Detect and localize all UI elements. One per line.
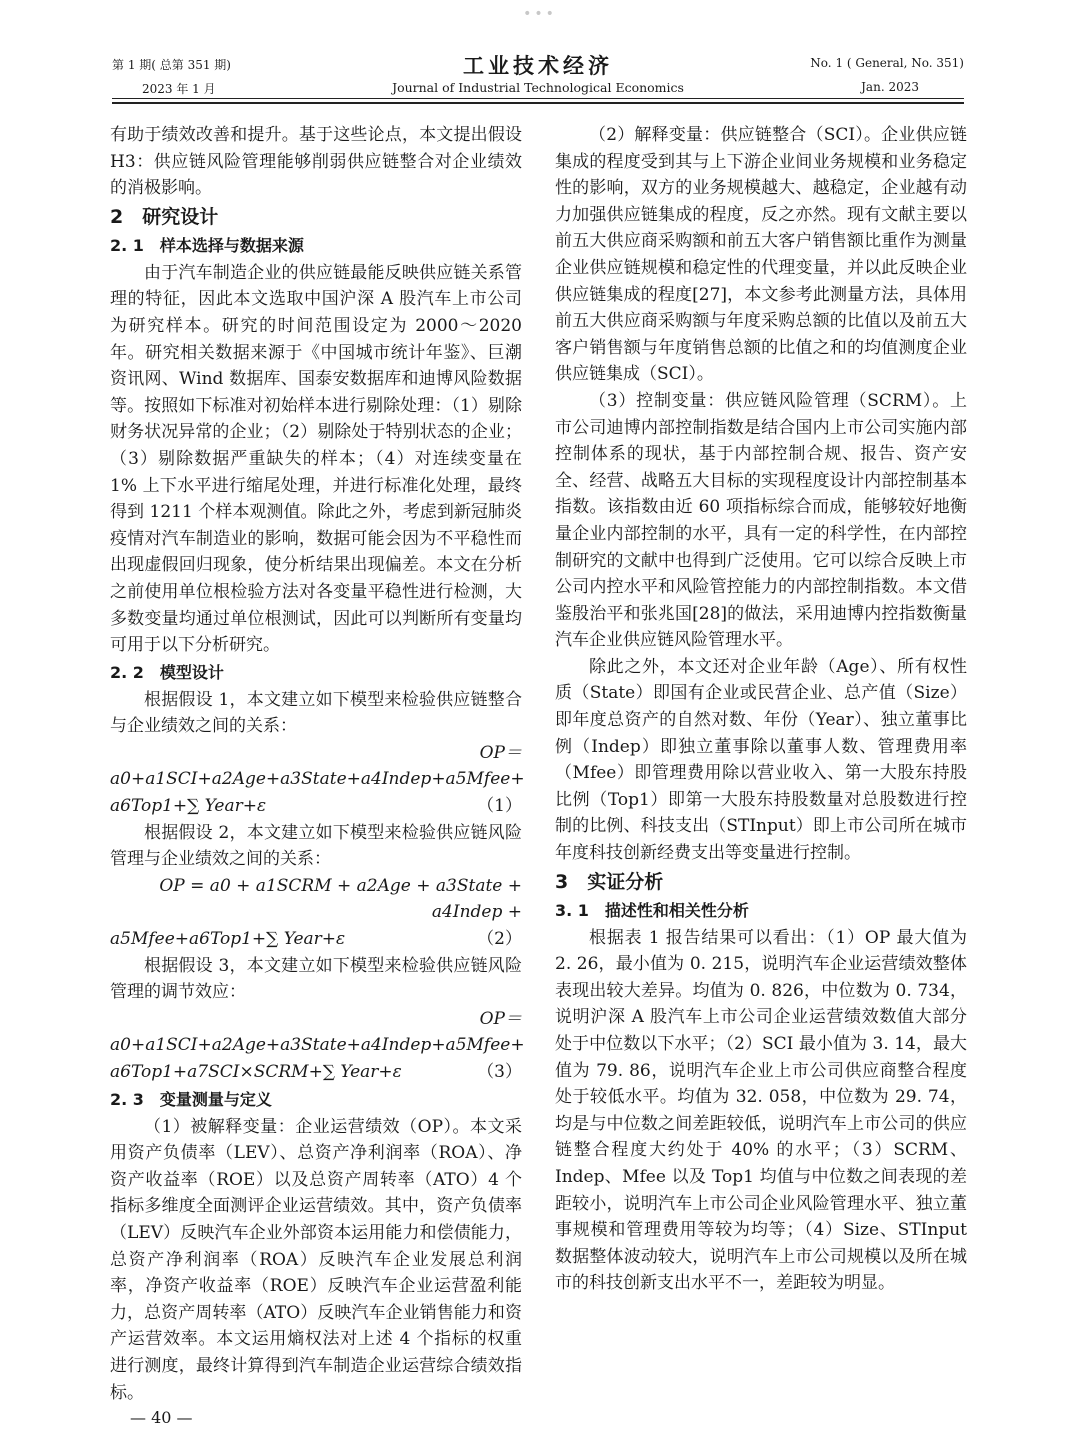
equation-3-number: （3）: [477, 1062, 522, 1082]
journal-title-cn: 工业技术经济: [463, 54, 613, 78]
paragraph-intro: 有助于绩效改善和提升。基于这些论点，本文提出假设 H3：供应链风险管理能够削弱供应链整合对企业绩效的消极影响。: [110, 125, 522, 199]
paragraph-model-1: 根据假设 1，本文建立如下模型来检验供应链整合与企业绩效之间的关系：: [110, 689, 523, 737]
page-number: — 40 —: [130, 1408, 193, 1427]
equation-2-tail: a5Mfee+a6Top1+∑ Year+ε: [110, 929, 346, 950]
equation-2-line-1: OP = a0 + a1SCRM + a2Age + a3State + a4Indep +: [159, 875, 522, 923]
paragraph-sample: 由于汽车制造企业的供应链最能反映供应链关系管理的特征，因此本文选取中国沪深 A 股汽车上市公司为研究样本。研究的时间范围设定为 2000～2020 年。研究相关数据来源于《中国城市统计年鉴》、巨潮资讯网、Wind 数据库、国泰安数据库和迪博风险数据等。按照如下标准对初始样本进行剔除处理：（1）剔除财务状况异常的企业；（2）剔除处于特别状态的企业；（3）剔除数据严重缺失的样本；（4）对连续变量在 1% 上下水平进行缩尾处理，并进行标准化处理，最终得到 1211 个样本观测值。除此之外，考虑到新冠肺炎疫情对汽车制造业的影响，数据可能会因为不平稳性而出现虚假回归现象，使分析结果出现偏差。本文在分析之前使用单位根检验方法对各变量平稳性进行检测，大多数变量均通过单位根测试，因此可以判断所有变量均可用于以下分析研究。: [110, 262, 522, 656]
equation-1-line-2: [110, 793, 522, 820]
issue-number: 第 1 期( 总第 351 期): [112, 58, 231, 72]
subsection-heading-sample: 2. 1 样本选择与数据来源: [110, 235, 304, 255]
paragraph-variable-sci: （2）解释变量：供应链整合（SCI）。企业供应链集成的程度受到其与上下游企业间业务规模和业务稳定性的影响，双方的业务规模越大、越稳定，企业越有动力加强供应链集成的程度，反之亦然。现有文献主要以前五大供应商采购额和前五大客户销售额比重作为测量企业供应链规模和稳定性的代理变量，并以此反映企业供应链集成的程度[27]，本文参考此测量方法，具体用前五大供应商采购额与年度采购总额的比值以及前五大客户销售额与年度销售总额的比值之和的均值测度企业供应链集成（SCI）。: [555, 125, 967, 385]
equation-2-number: （2）: [477, 929, 522, 950]
subsection-heading-model: 2. 2 模型设计: [110, 662, 224, 682]
paragraph-descriptive: 根据表 1 报告结果可以看出：（1）OP 最大值为 2. 26，最小值为 0. 215，说明汽车企业运营绩效整体表现出较大差异。均值为 0. 826，中位数为 0. 734，说明沪深 A 股汽车上市公司企业运营绩效数值大部分处于中位数以下水平；（2）SCI 最小值为 3. 14，最大值为 79. 86，说明汽车企业上市公司供应商整合程度处于较低水平。均值为 32. 058，中位数为 29. 74，均是与中位数之间差距较低，说明汽车上市公司的供应链整合程度大约处于 40% 的水平；（3）SCRM、Indep、Mfee 以及 Top1 均值与中位数之间表现的差距较小，说明汽车上市公司企业风险管理水平、独立董事规模和管理费用等较为均等；（4）Size、STInput 数据整体波动较大，说明汽车上市公司规模以及所在城市的科技创新支出水平不一，差距较为明显。: [555, 927, 967, 1294]
section-heading-research-design: 2 研究设计: [110, 205, 219, 228]
equation-1-line-1: OP＝a0+a1SCI+a2Age+a3State+a4Indep+a5Mfee+: [110, 742, 525, 790]
paragraph-variable-op: （1）被解释变量：企业运营绩效（OP）。本文采用资产负债率（LEV）、总资产净利润率（ROA）、净资产收益率（ROE）以及总资产周转率（ATO）4 个指标多维度全面测评企业运营绩效。其中，资产负债率（LEV）反映汽车企业外部资本运用能力和偿债能力，总资产净利润率（ROA）反映汽车企业发展总利润率，净资产收益率（ROE）反映汽车企业运营盈利能力，总资产周转率（ATO）反映汽车企业销售能力和资产运营效率。本文运用熵权法对上述 4 个指标的权重进行测度，最终计算得到汽车制造企业运营综合绩效指标。: [110, 1116, 522, 1403]
paragraph-model-2: 根据假设 2，本文建立如下模型来检验供应链风险管理与企业绩效之间的关系：: [110, 822, 523, 870]
equation-1-tail: a6Top1+∑ Year+ε: [110, 796, 267, 817]
section-heading-empirical: 3 实证分析: [555, 870, 664, 893]
issue-date-en: Jan. 2023: [861, 80, 919, 94]
journal-header: [112, 56, 964, 100]
subsection-heading-variables: 2. 3 变量测量与定义: [110, 1089, 272, 1109]
right-column: [555, 122, 967, 1297]
left-column: [110, 122, 525, 1406]
paragraph-model-3: 根据假设 3，本文建立如下模型来检验供应链风险管理的调节效应：: [110, 955, 523, 1003]
issue-number-en: No. 1 ( General, No. 351): [810, 56, 964, 70]
equation-3-line-1: OP＝a0+a1SCI+a2Age+a3State+a4Indep+a5Mfee+: [110, 1008, 525, 1056]
top-indicator-dots: •••: [523, 6, 557, 22]
subsection-heading-descriptive: 3. 1 描述性和相关性分析: [555, 900, 749, 920]
header-rule-thick: [112, 102, 964, 104]
header-rule-thin: [112, 98, 964, 99]
equation-1-number: （1）: [477, 796, 522, 817]
equation-3-tail: a6Top1+a7SCI×SCRM+∑ Year+ε: [110, 1062, 402, 1082]
journal-title-en: Journal of Industrial Technological Economics: [392, 80, 684, 95]
paragraph-variable-scrm: （3）控制变量：供应链风险管理（SCRM）。上市公司迪博内部控制指数是结合国内上市公司实施内部控制体系的现状，基于内部控制合规、报告、资产安全、经营、战略五大目标的实现程度设计内部控制基本指数。该指数由近 60 项指标综合而成，能够较好地衡量企业内部控制的水平，具有一定的科学性，在内部控制研究的文献中也得到广泛使用。它可以综合反映上市公司内控水平和风险管控能力的内部控制指数。本文借鉴殷治平和张兆国[28]的做法，采用迪博内控指数衡量汽车企业供应链风险管理水平。: [555, 390, 967, 651]
issue-date-cn: 2023 年 1 月: [142, 82, 216, 96]
equation-2-line-2: [110, 926, 522, 953]
equation-3-line-2: [110, 1059, 522, 1086]
paragraph-control-variables: 除此之外，本文还对企业年龄（Age）、所有权性质（State）即国有企业或民营企业、总产值（Size）即年度总资产的自然对数、年份（Year）、独立董事比例（Indep）即独立董事除以董事人数、管理费用率（Mfee）即管理费用除以营业收入、第一大股东持股比例（Top1）即第一大股东持股数量对总股数进行控制的比例、科技支出（STInput）即上市公司所在城市年度科技创新经费支出等变量进行控制。: [555, 656, 967, 864]
